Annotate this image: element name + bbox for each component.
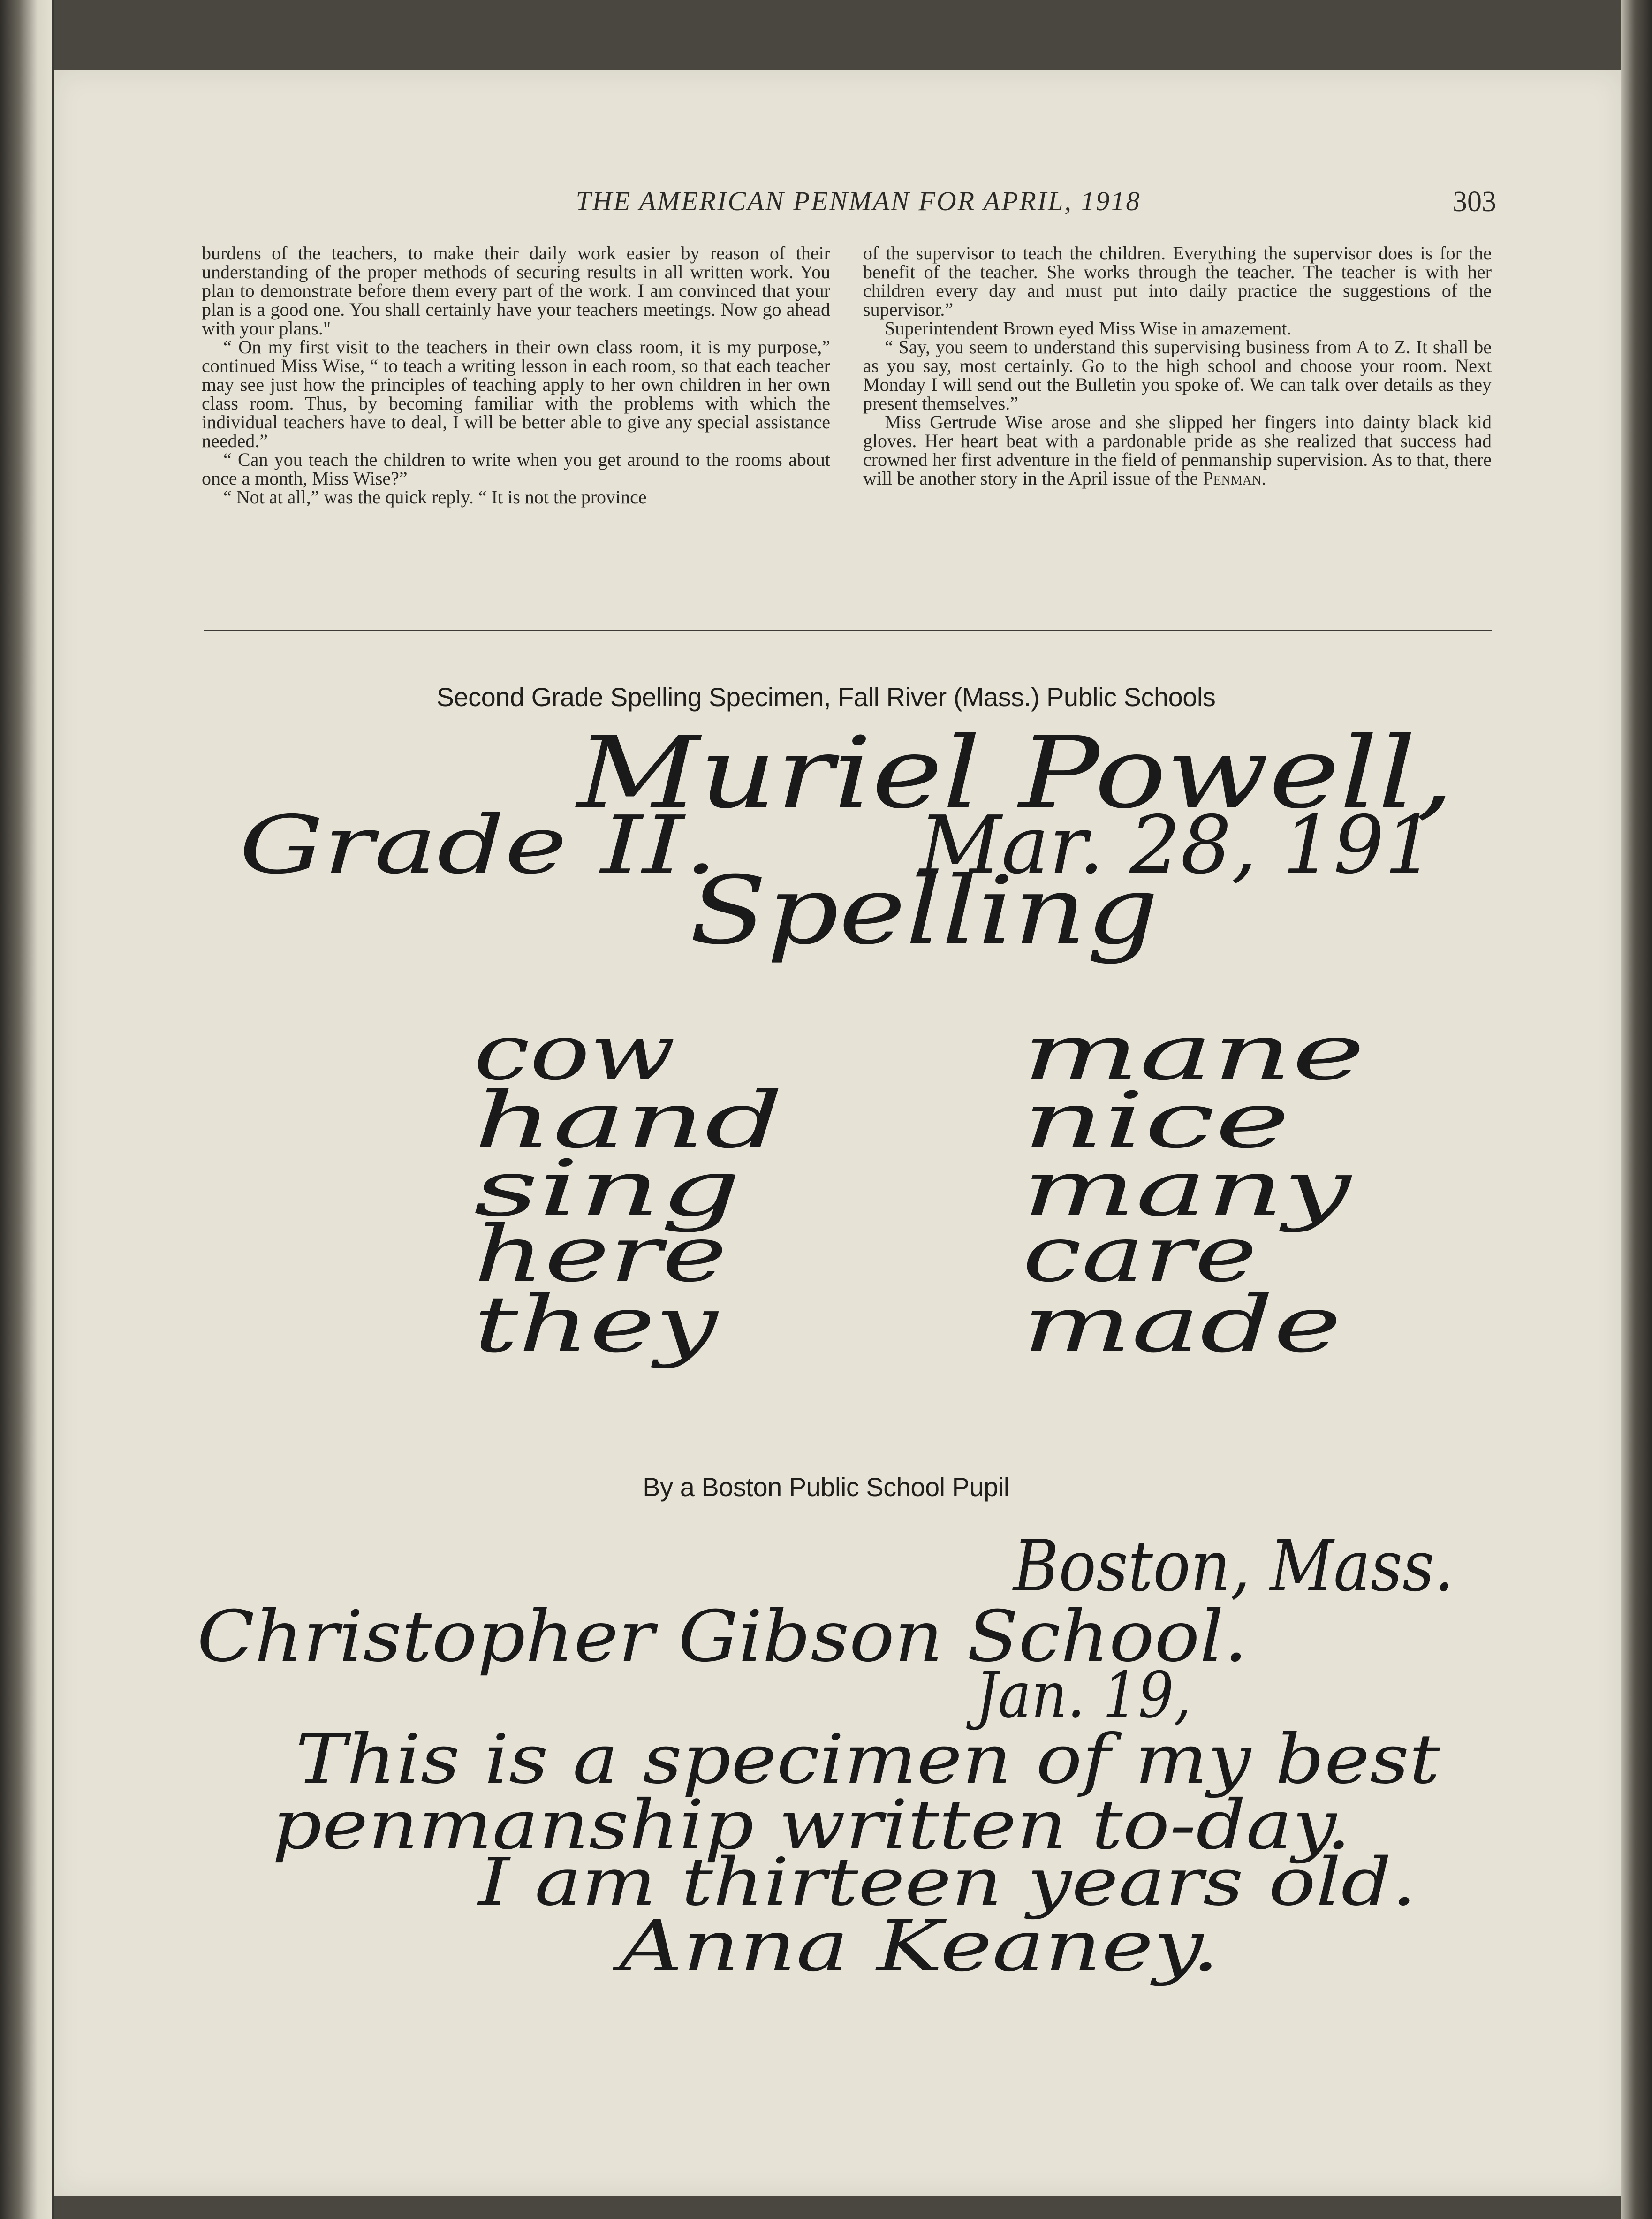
handwritten-line-1: This is a specimen of my best bbox=[296, 1720, 1440, 1799]
left-page-edge bbox=[0, 0, 52, 2219]
spelling-word: here bbox=[474, 1209, 727, 1299]
paragraph: Superintendent Brown eyed Miss Wise in amazement. bbox=[885, 318, 1292, 339]
right-page-edge bbox=[1621, 0, 1652, 2219]
handwritten-name: Muriel Powell, bbox=[575, 727, 1454, 830]
handwritten-date: Mar. 28, 191 bbox=[917, 799, 1435, 892]
spelling-word: made bbox=[1023, 1279, 1341, 1369]
spelling-list-right bbox=[1023, 1007, 1365, 1369]
specimen-1-caption: Second Grade Spelling Specimen, Fall River (Mass.) Public Schools bbox=[436, 682, 1216, 712]
article-right-column bbox=[863, 244, 1492, 488]
paragraph: of the supervisor to teach the children. Everything the supervisor does is for the benefit of the teacher. She works through the teacher. The teacher is with her children every day and must put into daily practice the suggestions of the supervisor.” bbox=[863, 243, 1492, 320]
paragraph-text: Miss Gertrude Wise arose and she slipped her fingers into dainty black kid gloves. Her heart beat with a pardonable pride as she realized that success had crowned her first adventure in the field of penmanship supervision. As to that, there will be another story in the April issue of the bbox=[863, 411, 1492, 489]
spelling-word: cow bbox=[474, 1007, 675, 1097]
article-left-column bbox=[202, 244, 830, 507]
spelling-word: nice bbox=[1023, 1075, 1290, 1165]
spelling-word: care bbox=[1023, 1209, 1257, 1299]
spelling-word: sing bbox=[474, 1143, 741, 1233]
spelling-word: they bbox=[474, 1279, 719, 1369]
handwritten-signature: Anna Keaney. bbox=[612, 1906, 1220, 1987]
journal-name: Penman. bbox=[1203, 468, 1266, 489]
paragraph: burdens of the teachers, to make their daily work easier by reason of their understanding of the proper methods of securing results in all written work. You plan to demonstrate before them every part of the work. I am convinced that your plan is a good one. You shall certainly have your teachers meetings. Now go ahead with your plans." bbox=[202, 243, 830, 339]
handwritten-grade: Grade II. bbox=[239, 799, 718, 892]
handwritten-date: Jan. 19, bbox=[966, 1658, 1191, 1732]
section-divider bbox=[204, 630, 1492, 631]
paragraph: “ On my first visit to the teachers in their own class room, it is my purpose,” continued Miss Wise, “ to teach a writing lesson in each room, so that each teacher may see just how the principles of teaching apply to her own children in her own class room. Thus, by becoming familiar with the problems with which the individual teachers have to deal, I will be better able to give any special assistance needed.” bbox=[202, 336, 830, 451]
spelling-word: hand bbox=[474, 1075, 783, 1165]
specimen-1-handwriting bbox=[188, 727, 1501, 1393]
specimen-2-handwriting bbox=[188, 1520, 1501, 1989]
handwritten-line-3: I am thirteen years old. bbox=[477, 1844, 1417, 1921]
paragraph bbox=[863, 413, 1492, 488]
handwritten-school: Christopher Gibson School. bbox=[197, 1596, 1248, 1678]
page-number: 303 bbox=[1453, 186, 1496, 218]
paragraph: “ Not at all,” was the quick reply. “ It is not the province bbox=[223, 486, 647, 508]
paragraph: “ Say, you seem to understand this supervising business from A to Z. It shall be as you say, most certainly. Go to the high school and choose your room. Next Monday I will send out the Bulletin you spoke of. We can talk over details as they present themselves.” bbox=[863, 336, 1492, 414]
paragraph: “ Can you teach the children to write when you get around to the rooms about once a month, Miss Wise?” bbox=[202, 449, 830, 489]
spelling-word: mane bbox=[1023, 1007, 1365, 1097]
spelling-word: many bbox=[1023, 1143, 1352, 1233]
spelling-list-left bbox=[474, 1007, 783, 1369]
handwritten-line-2: penmanship written to-day. bbox=[272, 1786, 1351, 1865]
handwritten-place: Boston, Mass. bbox=[1012, 1526, 1454, 1607]
handwritten-subject: Spelling bbox=[690, 856, 1159, 965]
running-title: THE AMERICAN PENMAN FOR APRIL, 1918 bbox=[576, 186, 1141, 216]
specimen-2-caption: By a Boston Public School Pupil bbox=[643, 1472, 1009, 1502]
